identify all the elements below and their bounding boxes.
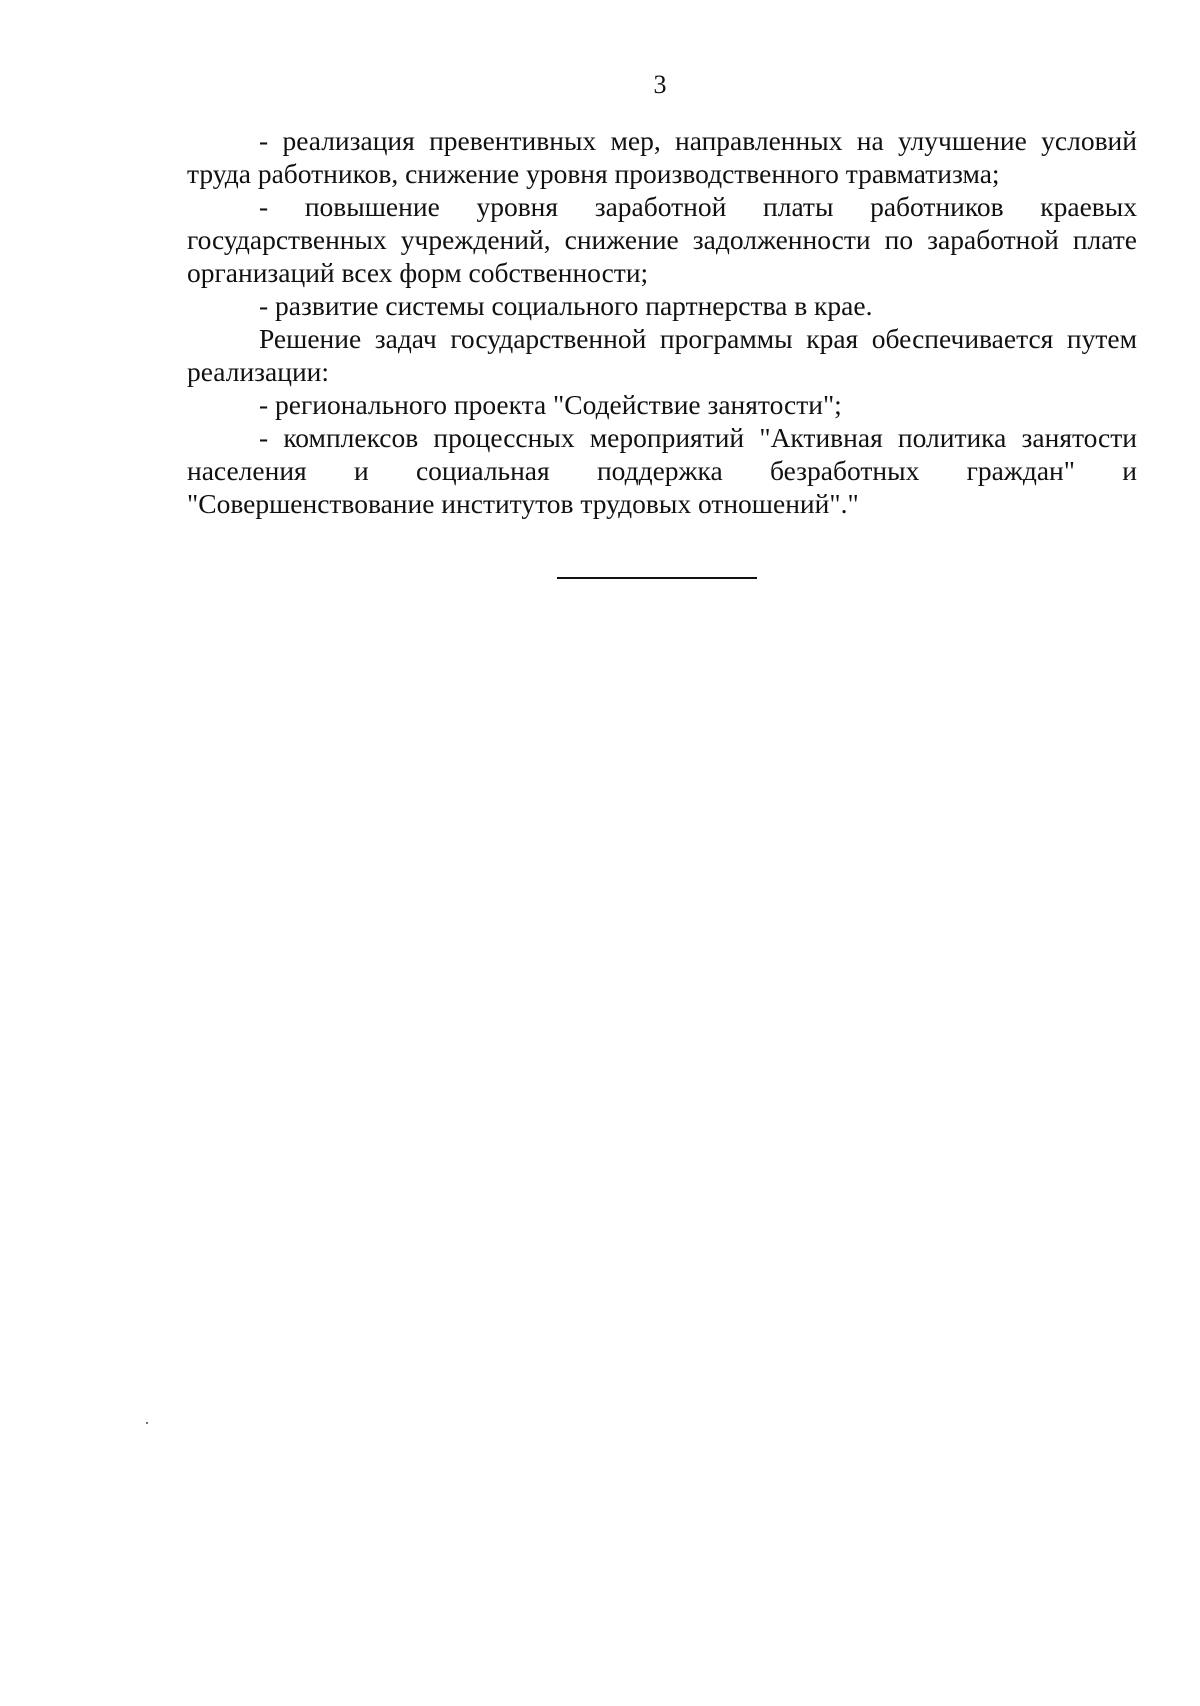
document-body [187,124,1137,520]
scan-speck [146,1422,148,1424]
paragraph-preventive-measures: - реализация превентивных мер, направленных на улучшение условий труда работников, снижение уровня производственного травматизма; [187,125,1137,189]
paragraph-social-partnership: - развитие системы социального партнерства в крае. [259,290,873,321]
paragraph-program-tasks: Решение задач государственной программы края обеспечивается путем реализации: [187,323,1137,387]
page-number: 3 [653,70,667,99]
closing-separator-line [557,577,757,579]
paragraph-process-complexes: - комплексов процессных мероприятий "Активная политика занятости населения и социальная поддержка безработных граждан" и "Совершенствование институтов трудовых отношений"." [187,422,1137,519]
paragraph-wage-increase: - повышение уровня заработной платы работников краевых государственных учреждений, снижение задолженности по заработной плате организаций всех форм собственности; [187,191,1137,288]
paragraph-regional-project: - регионального проекта "Содействие занятости"; [259,389,842,420]
